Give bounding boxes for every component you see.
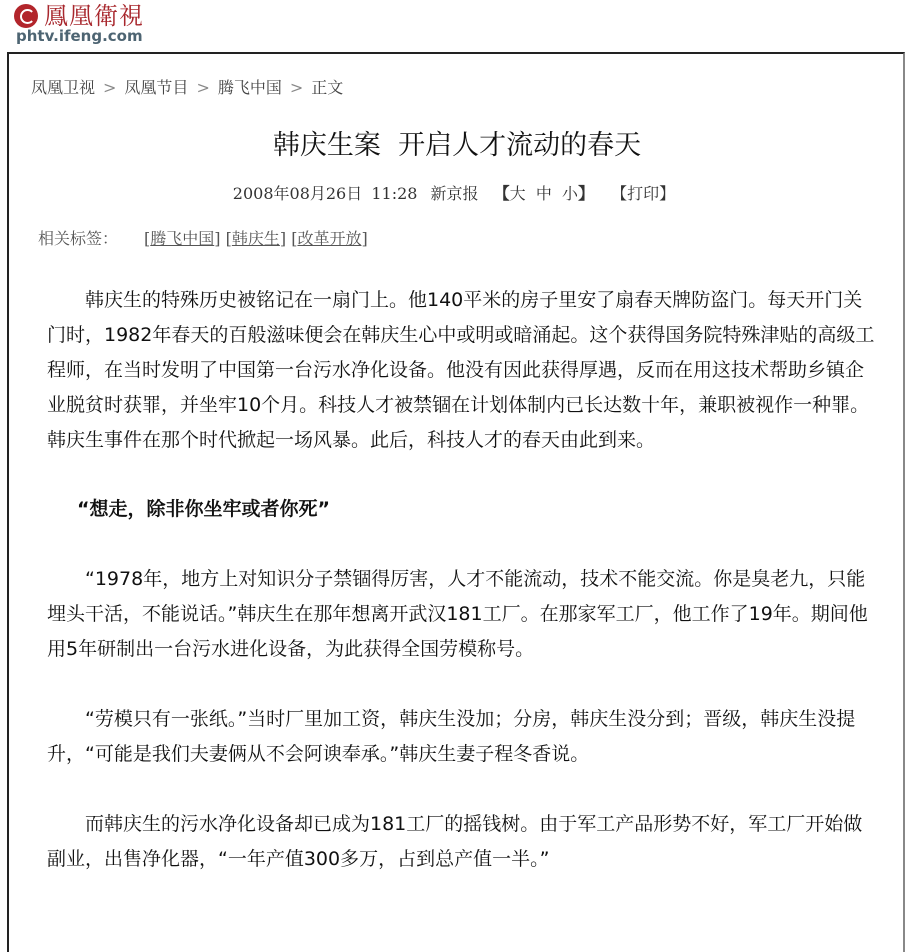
logo-domain: phtv.ifeng.com	[16, 27, 143, 45]
article-meta	[0, 184, 914, 204]
print-button[interactable]: 【打印】	[611, 184, 676, 203]
font-large-button[interactable]: 大	[509, 184, 526, 203]
breadcrumb-separator: >	[289, 78, 304, 97]
publish-time: 11:28	[371, 184, 418, 203]
font-small-button[interactable]: 小	[562, 184, 579, 203]
paragraph: 而韩庆生的污水净化设备却已成为181工厂的摇钱树。由于军工产品形势不好，军工厂开始做副业，出售净化器，“一年产值300多万，占到总产值一半。”	[47, 813, 863, 870]
tag-link[interactable]: 韩庆生	[231, 229, 280, 248]
paragraph: “1978年，地方上对知识分子禁锢得厉害，人才不能流动，技术不能交流。你是臭老九，只能埋头干活，不能说话。”韩庆生在那年想离开武汉181工厂。在那家军工厂，他工作了19年。期间他用5年研制出一台污水进化设备，为此获得全国劳模称号。	[47, 568, 868, 660]
breadcrumb-item-phoenix-tv[interactable]: 凤凰卫视	[31, 78, 96, 97]
logo-chinese-name: 鳳凰衛視	[44, 2, 144, 30]
article-body	[47, 283, 881, 877]
article-title: 韩庆生案 开启人才流动的春天	[272, 130, 642, 161]
breadcrumb	[31, 78, 343, 98]
article-source: 新京报	[430, 184, 479, 203]
breadcrumb-separator: >	[196, 78, 210, 97]
breadcrumb-item-current: 正文	[311, 78, 344, 97]
paragraph: “劳模只有一张纸。”当时厂里加工资，韩庆生没加；分房，韩庆生没分到；晋级，韩庆生没提升，“可能是我们夫妻俩从不会阿谀奉承。”韩庆生妻子程冬香说。	[47, 708, 856, 765]
subheading: “想走，除非你坐牢或者你死”	[77, 498, 330, 520]
font-medium-button[interactable]: 中	[535, 184, 552, 203]
site-logo[interactable]	[14, 2, 174, 46]
paragraph: 韩庆生的特殊历史被铭记在一扇门上。他140平米的房子里安了扇春天牌防盗门。每天开门关门时，1982年春天的百般滋味便会在韩庆生心中或明或暗涌起。这个获得国务院特殊津贴的高级工程师，在当时发明了中国第一台污水净化设备。他没有因此获得厚遇，反而在用这技术帮助乡镇企业脱贫时获罪，并坐牢10个月。科技人才被禁锢在计划体制内已长达数十年，兼职被视作一种罪。韩庆生事件在那个时代掀起一场风暴。此后，科技人才的春天由此到来。	[47, 289, 875, 451]
tags-label: 相关标签：	[38, 229, 119, 248]
bracket-close: 】	[578, 184, 595, 203]
breadcrumb-item-programs[interactable]: 凤凰节目	[124, 78, 189, 97]
breadcrumb-separator: >	[103, 78, 117, 97]
tag-link[interactable]: 改革开放	[297, 229, 362, 248]
tag-link[interactable]: 腾飞中国	[150, 229, 215, 248]
font-size-controls	[494, 184, 594, 203]
publish-date: 2008年08月26日	[232, 184, 363, 203]
bracket-open: 【	[493, 184, 510, 203]
breadcrumb-item-tengfei-china[interactable]: 腾飞中国	[217, 78, 282, 97]
related-tags: 相关标签： [腾飞中国] [韩庆生] [改革开放]	[38, 229, 368, 248]
phoenix-logo-icon	[14, 4, 38, 28]
